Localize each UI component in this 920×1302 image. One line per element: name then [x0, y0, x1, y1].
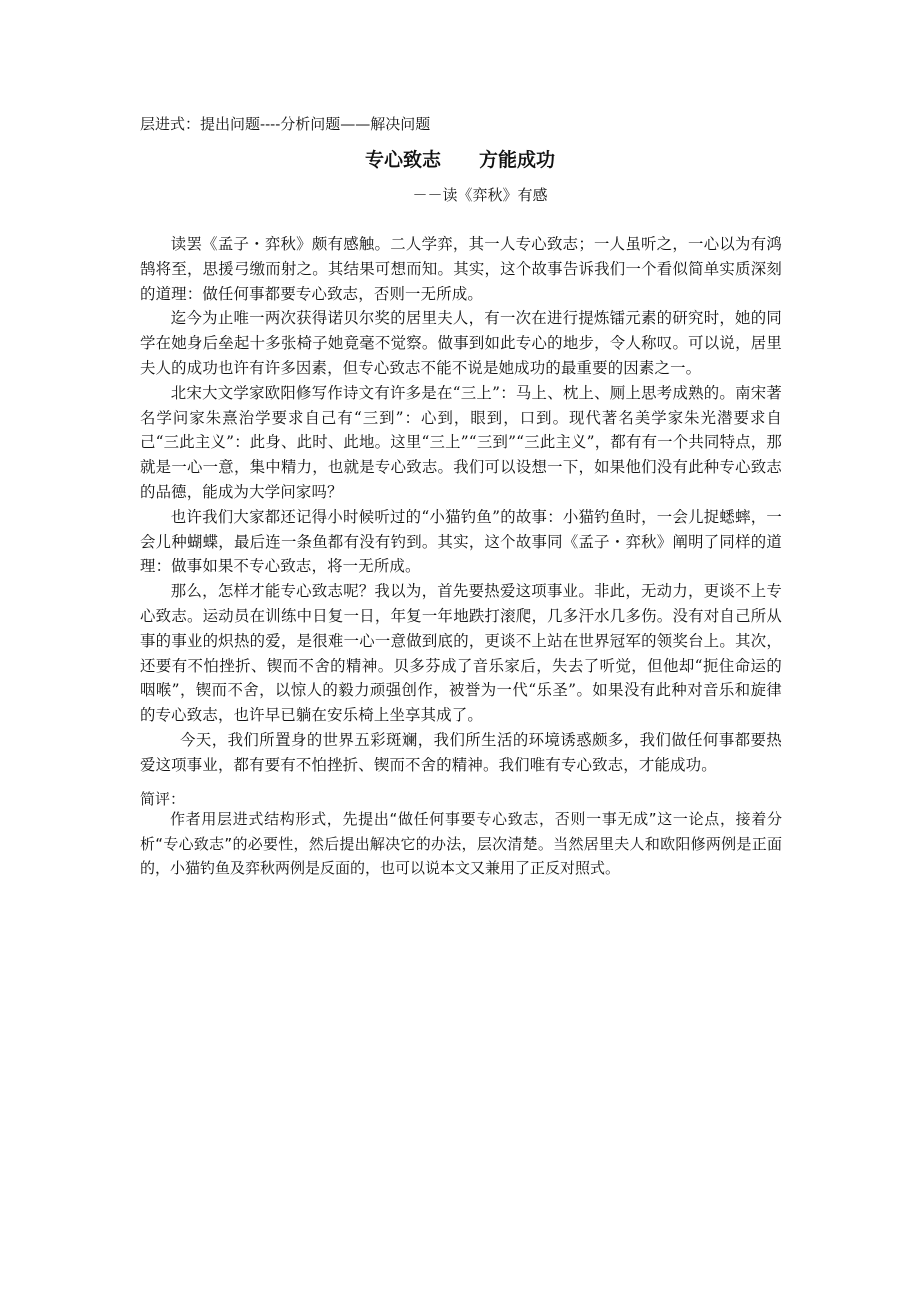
essay-paragraph-1: 读罢《孟子・弈秋》颇有感触。二人学弈，其一人专心致志；一人虽听之，一心以为有鸿鹄将至，思援弓缴而射之。其结果可想而知。其实，这个故事告诉我们一个看似简单实质深刻的道理：做任何事都要专心致志，否则一无所成。 — [140, 235, 782, 303]
essay-title: 专心致志 方能成功 — [364, 149, 555, 171]
essay-paragraph-2: 迄今为止唯一两次获得诺贝尔奖的居里夫人，有一次在进行提炼镭元素的研究时，她的同学在她身后垒起十多张椅子她竟毫不觉察。做事到如此专心的地步，令人称叹。可以说，居里夫人的成功也许有许多因素，但专心致志不能不说是她成功的最重要的因素之一。 — [140, 309, 782, 377]
review-body — [140, 807, 782, 881]
essay-paragraph-5: 那么，怎样才能专心致志呢？我以为，首先要热爱这项事业。非此，无动力，更谈不上专心致志。运动员在训练中日复一日，年复一年地跌打滚爬，几多汗水几多伤。没有对自己所从事的事业的炽热的爱，是很难一心一意做到底的，更谈不上站在世界冠军的领奖台上。其次，还要有不怕挫折、锲而不舍的精神。贝多芬成了音乐家后，失去了听觉，但他却“扼住命运的咽喉”，锲而不舍，以惊人的毅力顽强创作，被誉为一代“乐圣”。如果没有此种对音乐和旋律的专心致志，也许早已躺在安乐椅上坐享其成了。 — [140, 582, 782, 725]
essay-subtitle: －－读《弈秋》有感 — [412, 186, 548, 204]
essay-paragraph-4: 也许我们大家都还记得小时候听过的“小猫钓鱼”的故事：小猫钓鱼时，一会儿捉蟋蟀，一会儿种蝴蝶，最后连一条鱼都有没有钓到。其实，这个故事同《孟子・弈秋》阐明了同样的道理：做事如果不专心致志，将一无所成。 — [140, 507, 782, 576]
essay-body — [140, 232, 782, 778]
review-paragraph: 作者用层进式结构形式，先提出“做任何事要专心致志，否则一事无成”这一论点，接着分析“专心致志”的必要性，然后提出解决它的办法，层次清楚。当然居里夫人和欧阳修两例是正面的，小猫钓鱼及弈秋两例是反面的，也可以说本文又兼用了正反对照式。 — [140, 810, 782, 877]
review-label: 简评： — [140, 790, 186, 808]
essay-paragraph-3: 北宋大文学家欧阳修写作诗文有许多是在“三上”：马上、枕上、厕上思考成熟的。南宋著名学问家朱熹治学要求自己有“三到”：心到，眼到，口到。现代著名美学家朱光潜要求自己“三此主义”：此身、此时、此地。这里“三上”“三到”“三此主义”，都有有一个共同特点，那就是一心一意，集中精力，也就是专心致志。我们可以设想一下，如果他们没有此种专心致志的品德，能成为大学问家吗？ — [140, 383, 782, 501]
structure-note: 层进式：提出问题----分析问题——解决问题 — [140, 115, 431, 133]
essay-paragraph-6: 今天，我们所置身的世界五彩斑斓，我们所生活的环境诱惑颇多，我们做任何事都要热爱这项事业，都有要有不怕挫折、锲而不舍的精神。我们唯有专心致志，才能成功。 — [140, 730, 782, 774]
